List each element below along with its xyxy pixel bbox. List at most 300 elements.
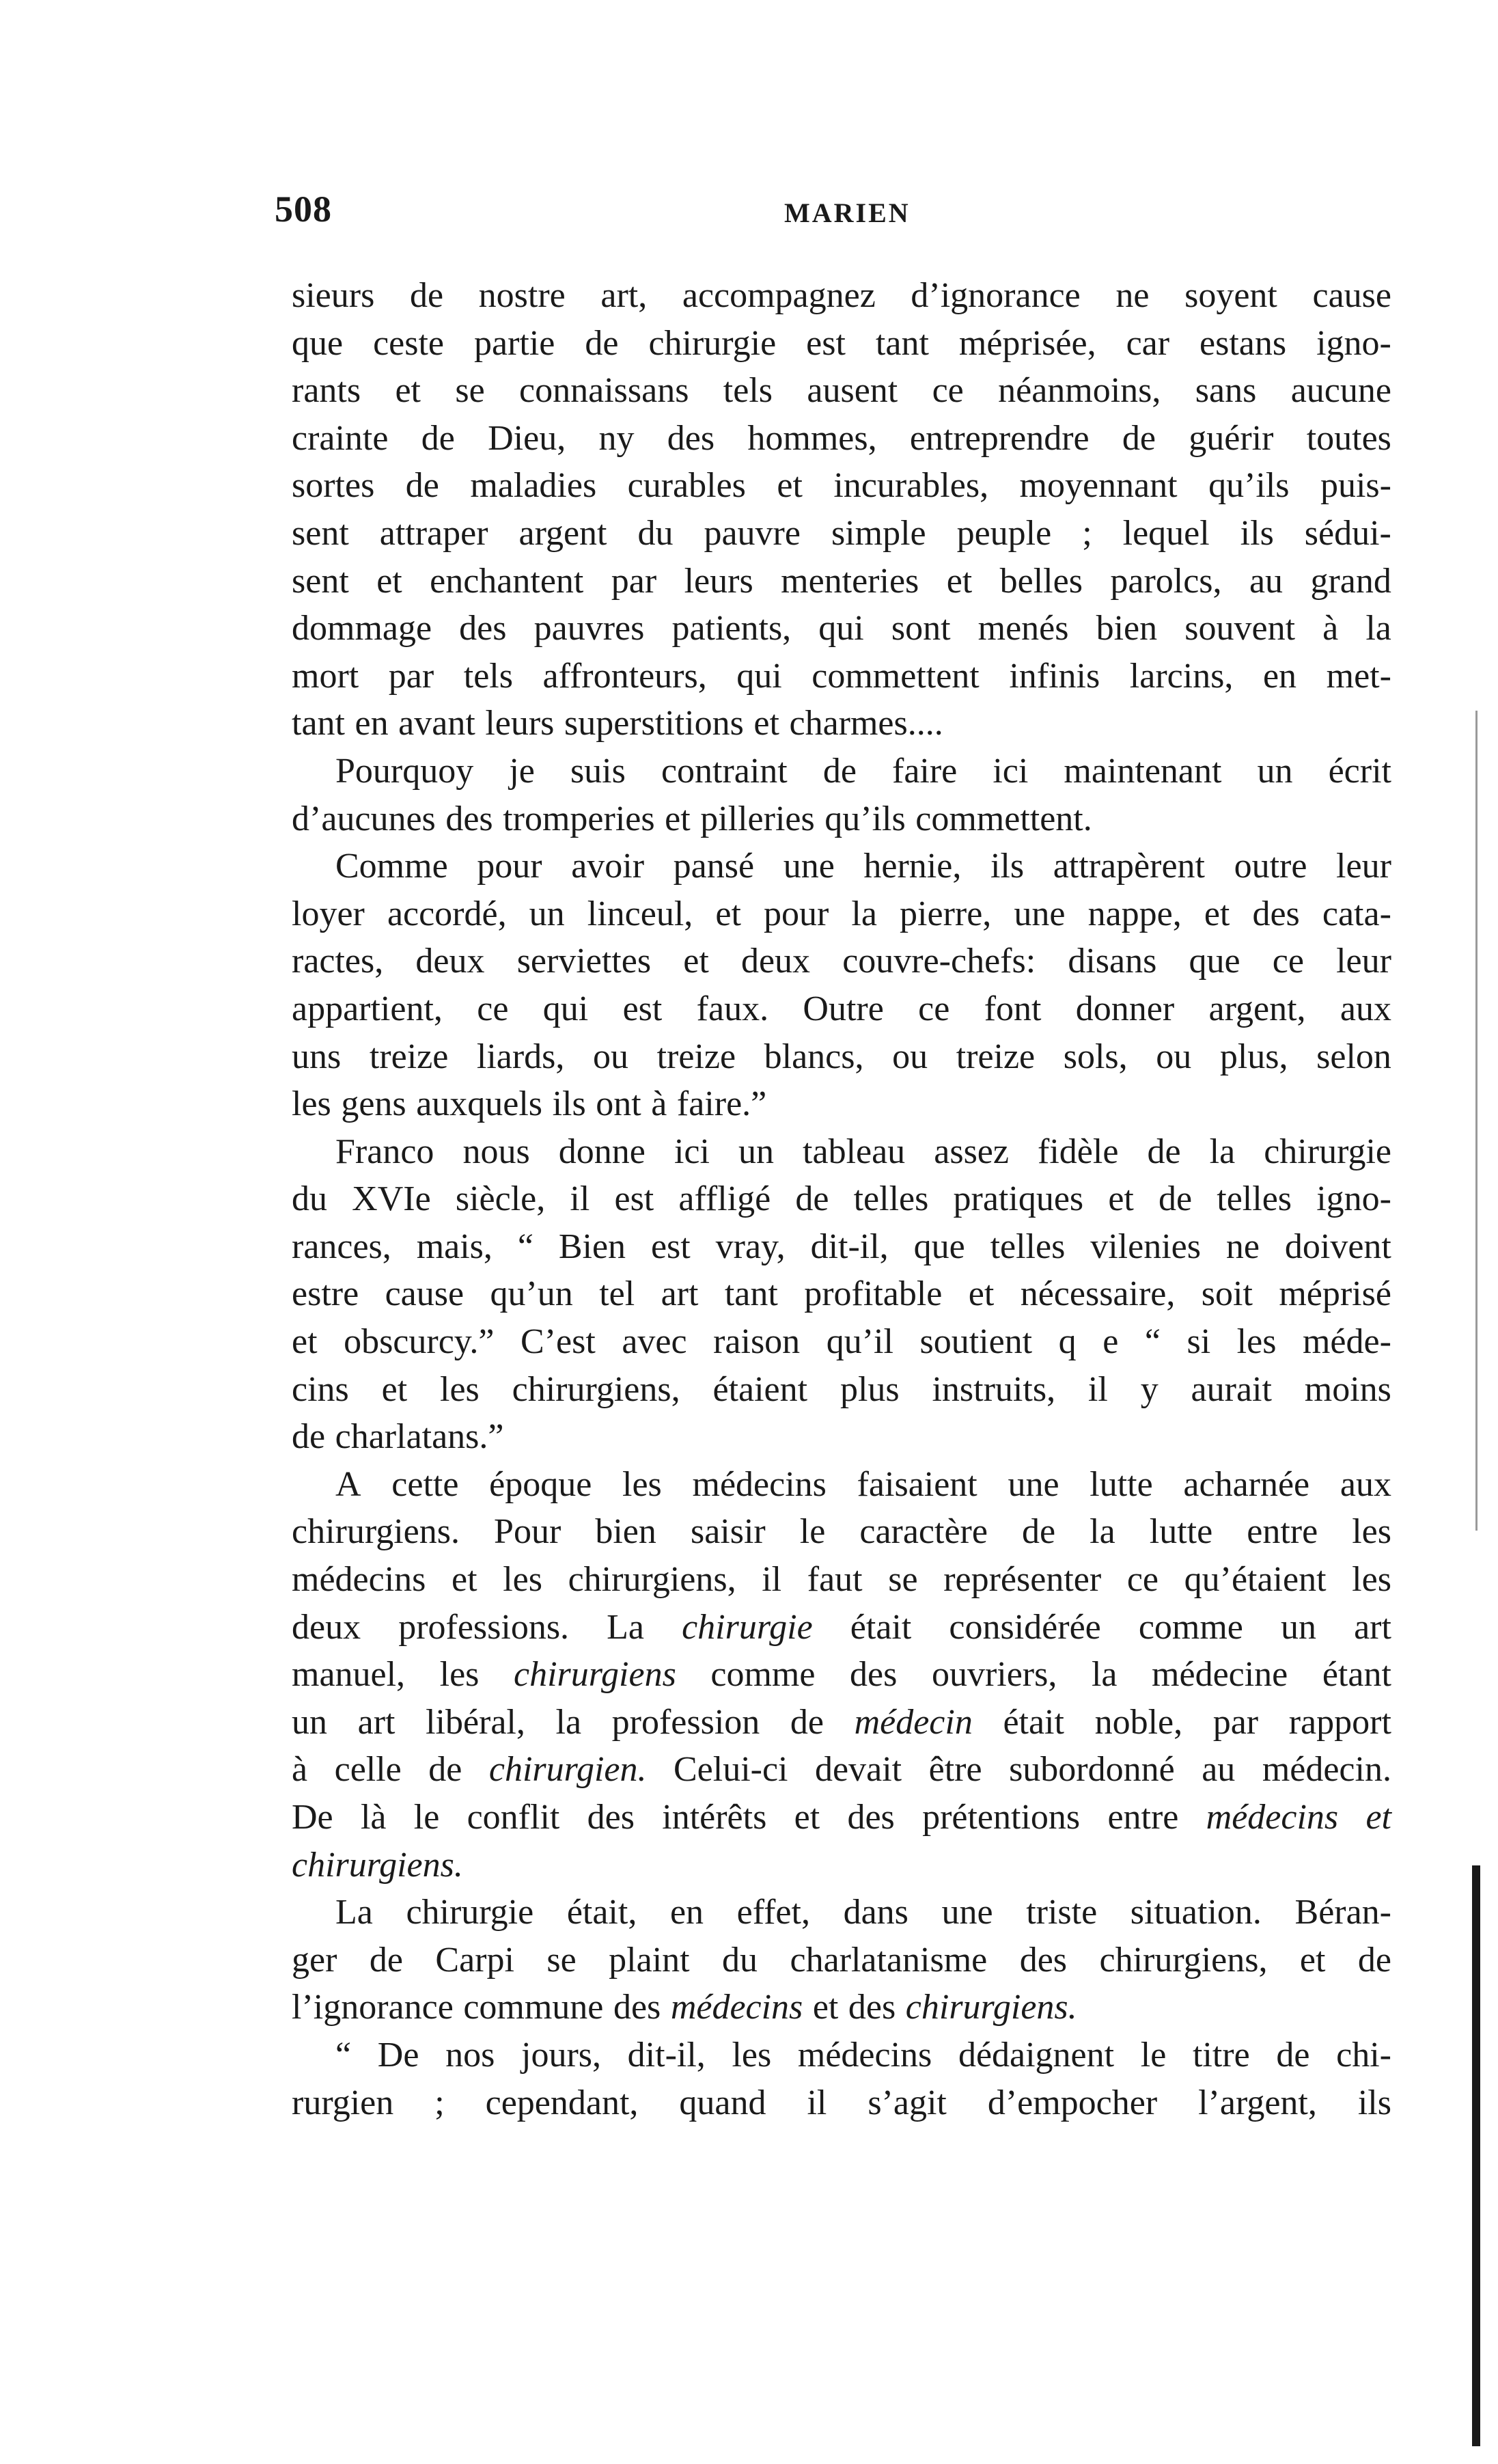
word: une	[1014, 894, 1066, 933]
word: tromperies	[503, 799, 655, 838]
word: charmes....	[789, 704, 943, 743]
word: soutient	[919, 1322, 1033, 1362]
word: treize	[369, 1037, 449, 1076]
word: entreprendre	[909, 418, 1090, 458]
word: leurs	[485, 704, 555, 743]
word: quand	[679, 2083, 766, 2122]
running-head: MARIEN	[784, 197, 911, 228]
word: situation.	[1130, 1893, 1262, 1932]
word: curables	[627, 466, 746, 506]
word: connaissans	[519, 371, 689, 411]
word: vilenies	[1090, 1227, 1201, 1266]
text-line	[292, 1842, 1391, 1889]
word: telles	[1217, 1179, 1292, 1219]
word: ne	[1115, 276, 1150, 315]
word: bien	[1096, 609, 1158, 648]
word: et	[1299, 1940, 1326, 1980]
word: du	[722, 1940, 758, 1980]
word: Béran-	[1294, 1893, 1391, 1932]
word: un	[1280, 1607, 1316, 1647]
word: linceul,	[587, 894, 693, 933]
word: charlatanisme	[790, 1940, 988, 1980]
word: de	[585, 323, 619, 363]
word: médecins	[1206, 1798, 1339, 1837]
word: menés	[977, 609, 1069, 648]
word: les	[622, 1464, 662, 1504]
word: sols,	[1063, 1037, 1128, 1076]
word: nécessaire,	[1020, 1274, 1176, 1314]
text-line	[292, 415, 1391, 463]
word: tel	[599, 1274, 635, 1314]
word: maintenant	[1064, 751, 1222, 791]
word: toutes	[1306, 418, 1391, 458]
word: grand	[1310, 561, 1391, 601]
word: argent	[518, 513, 607, 553]
text-line	[292, 1461, 1391, 1509]
word: leurs	[684, 561, 753, 601]
word: une	[941, 1893, 993, 1932]
word: est	[622, 989, 663, 1028]
word: larcins,	[1129, 656, 1234, 696]
text-line	[292, 1889, 1391, 1936]
text-line	[292, 653, 1391, 700]
word: soyent	[1184, 276, 1277, 315]
word: de	[1159, 1179, 1193, 1219]
word: cette	[391, 1464, 459, 1504]
word: avoir	[571, 847, 645, 886]
word: fidèle	[1038, 1132, 1119, 1171]
text-line	[292, 1604, 1391, 1652]
word: mais,	[416, 1227, 493, 1266]
word: aucune	[1290, 371, 1391, 411]
word: cata-	[1322, 894, 1391, 933]
word: simple	[831, 513, 926, 553]
word: patients,	[671, 609, 792, 648]
word: médecin	[854, 1702, 973, 1742]
word: médecin.	[1262, 1750, 1391, 1790]
word: saisir	[690, 1512, 766, 1552]
word: parolcs,	[1110, 561, 1222, 601]
word: ils	[552, 1084, 586, 1124]
word: que	[1189, 942, 1240, 981]
word: aux	[1340, 989, 1391, 1028]
word: blancs,	[764, 1037, 864, 1076]
word: De	[292, 1798, 333, 1837]
word: ce	[932, 371, 964, 411]
word: méprisé	[1279, 1274, 1391, 1314]
word: ou	[593, 1037, 629, 1076]
word: La	[607, 1607, 644, 1647]
word: étaient	[712, 1369, 808, 1409]
word: chirurgiens.	[292, 1512, 460, 1552]
word: pauvre	[704, 513, 801, 553]
word: rurgien	[292, 2083, 394, 2122]
word: écrit	[1328, 751, 1391, 791]
word: faux.	[696, 989, 769, 1028]
word: treize	[656, 1037, 736, 1076]
text-line	[292, 1033, 1391, 1081]
word: il	[1087, 1369, 1108, 1409]
word: Outre	[803, 989, 884, 1028]
word: du	[637, 513, 674, 553]
word: ouvriers,	[931, 1655, 1057, 1695]
word: incurables,	[833, 466, 989, 506]
word: dédaignent	[958, 2035, 1115, 2075]
word: chirurgiens	[513, 1655, 676, 1695]
word: moins	[1304, 1369, 1391, 1409]
word: Bien	[558, 1227, 626, 1266]
word: charlatans.”	[335, 1417, 504, 1457]
word: ractes,	[292, 942, 384, 981]
text-line	[292, 1413, 1391, 1461]
word: mort	[292, 656, 359, 696]
word: faut	[807, 1560, 863, 1600]
word: des	[848, 1988, 896, 2027]
word: soit	[1201, 1274, 1253, 1314]
word: là	[360, 1798, 387, 1837]
word: représenter	[943, 1560, 1102, 1600]
word: ausent	[807, 371, 898, 411]
text-line	[292, 510, 1391, 558]
word: bien	[595, 1512, 656, 1552]
word: ne	[1225, 1227, 1260, 1266]
word: donne	[558, 1132, 646, 1171]
word: caractère	[859, 1512, 988, 1552]
word: telles	[990, 1227, 1066, 1266]
word: sédui-	[1304, 513, 1391, 553]
word: accompagnez	[682, 276, 876, 315]
word: qui	[736, 656, 782, 696]
word: enchantent	[430, 561, 584, 601]
word: était	[1003, 1702, 1064, 1742]
word: raison	[713, 1322, 801, 1362]
word: Celui-ci	[674, 1750, 788, 1790]
word: Dieu,	[488, 418, 566, 458]
word: d’empocher	[987, 2083, 1158, 2122]
word: la	[1091, 1655, 1118, 1695]
word: serviettes	[516, 942, 652, 981]
word: et	[794, 1798, 820, 1837]
word: y	[1140, 1369, 1159, 1409]
word: ;	[1082, 513, 1092, 553]
word: se	[888, 1560, 918, 1600]
word: des	[847, 1798, 895, 1837]
word: d’aucunes	[292, 799, 436, 838]
word: commettent	[812, 656, 980, 696]
word: des	[445, 799, 493, 838]
word: suis	[570, 751, 626, 791]
word: s’agit	[868, 2083, 947, 2122]
word: si	[1187, 1322, 1211, 1362]
text-line	[292, 937, 1391, 985]
word: Carpi	[435, 1940, 514, 1980]
word: lutte	[1149, 1512, 1213, 1552]
word: lequel	[1122, 513, 1210, 553]
word: pour	[764, 894, 829, 933]
word: noble,	[1094, 1702, 1183, 1742]
word: puis-	[1320, 466, 1391, 506]
word: tant	[875, 323, 929, 363]
word: avant	[398, 704, 475, 743]
word: maladies	[470, 466, 597, 506]
word: une	[783, 847, 835, 886]
word: des	[613, 1988, 661, 2027]
word: pilleries	[700, 799, 815, 838]
word: par	[611, 561, 657, 601]
word: sent	[292, 513, 349, 553]
word: nostre	[478, 276, 566, 315]
word: Franco	[335, 1132, 434, 1171]
text-line	[292, 1746, 1391, 1794]
word: les	[503, 1560, 542, 1600]
word: sont	[891, 609, 951, 648]
word: leur	[1336, 847, 1391, 886]
word: jours,	[521, 2035, 601, 2075]
word: loyer	[292, 894, 365, 933]
word: en	[669, 1893, 704, 1932]
word: sans	[1195, 371, 1257, 411]
text-line	[292, 985, 1391, 1033]
word: ou	[892, 1037, 928, 1076]
word: et	[753, 704, 779, 743]
word: menteries	[781, 561, 919, 601]
word: conflit	[467, 1798, 560, 1837]
word: rants	[292, 371, 361, 411]
word: pour	[477, 847, 542, 886]
word: ceste	[373, 323, 445, 363]
word: acharnée	[1183, 1464, 1310, 1504]
word: Pourquoy	[335, 751, 474, 791]
word: entre	[1247, 1512, 1318, 1552]
word: tant	[292, 704, 345, 743]
word: l’ignorance	[292, 1988, 454, 2027]
page-edge-shadow	[1475, 711, 1478, 1531]
word: ce	[1126, 1560, 1159, 1600]
text-line	[292, 795, 1391, 843]
text-line	[292, 1699, 1391, 1747]
word: et	[665, 799, 691, 838]
word: lutte	[1090, 1464, 1153, 1504]
word: tels	[463, 656, 513, 696]
word: pauvres	[533, 609, 645, 648]
word: chirurgie	[406, 1893, 534, 1932]
text-line	[292, 558, 1391, 605]
word: les	[292, 1084, 331, 1124]
word: liards,	[476, 1037, 565, 1076]
word: et	[777, 466, 803, 506]
text-line	[292, 2031, 1391, 2079]
text-line	[292, 1080, 1391, 1128]
word: dit-il,	[627, 2035, 706, 2075]
word: comme	[710, 1655, 816, 1695]
word: de	[795, 1179, 829, 1219]
word: qu’ils	[1208, 466, 1290, 506]
word: et	[452, 1560, 477, 1600]
word: est	[614, 1179, 654, 1219]
word: la	[1209, 1132, 1236, 1171]
word: “	[517, 1227, 533, 1266]
word: à	[292, 1750, 308, 1790]
word: attraper	[379, 513, 488, 553]
word: d’ignorance	[911, 276, 1081, 315]
word: subordonné	[1009, 1750, 1175, 1790]
word: commune	[463, 1988, 604, 2027]
word: guérir	[1189, 418, 1274, 458]
word: des	[587, 1798, 635, 1837]
word: infinis	[1009, 656, 1100, 696]
word: au	[1249, 561, 1284, 601]
word: prétentions	[922, 1798, 1081, 1837]
word: et	[395, 371, 421, 411]
word: était	[850, 1607, 912, 1647]
word: sortes	[292, 466, 375, 506]
word: ny	[598, 418, 635, 458]
word: A	[335, 1464, 361, 1504]
word: que	[913, 1227, 965, 1266]
word: manuel,	[292, 1655, 406, 1695]
word: Comme	[335, 847, 448, 886]
word: se	[546, 1940, 577, 1980]
text-line	[292, 1984, 1391, 2031]
word: gens	[341, 1084, 406, 1124]
text-line	[292, 272, 1391, 320]
word: faisaient	[857, 1464, 977, 1504]
word: estre	[292, 1274, 359, 1314]
word: il	[807, 2083, 827, 2122]
word: chirurgiens,	[568, 1560, 736, 1600]
word: pierre,	[900, 894, 992, 933]
word: de	[428, 1750, 462, 1790]
word: plus,	[1219, 1037, 1288, 1076]
word: de	[1357, 1940, 1391, 1980]
word: nos	[445, 2035, 495, 2075]
word: être	[928, 1750, 982, 1790]
word: celle	[334, 1750, 402, 1790]
word: faire.”	[676, 1084, 767, 1124]
text-line	[292, 1508, 1391, 1556]
word: qui	[542, 989, 589, 1028]
word: se	[455, 371, 485, 411]
body-text	[292, 272, 1391, 2126]
text-line	[292, 1556, 1391, 1604]
text-line	[292, 1366, 1391, 1414]
word: qui	[818, 609, 864, 648]
word: nous	[462, 1132, 530, 1171]
word: des	[459, 609, 507, 648]
word: “	[335, 2035, 352, 2075]
word: argent,	[1208, 989, 1306, 1028]
word: de	[790, 1702, 824, 1742]
word: treize	[956, 1037, 1036, 1076]
text-line	[292, 462, 1391, 510]
word: tels	[723, 371, 773, 411]
text-line	[292, 700, 1391, 748]
word: La	[335, 1893, 373, 1932]
word: intérêts	[662, 1798, 767, 1837]
word: méde-	[1302, 1322, 1391, 1362]
word: disans	[1068, 942, 1157, 981]
word: contraint	[661, 751, 788, 791]
word: sieurs	[292, 276, 375, 315]
word: igno-	[1316, 1179, 1391, 1219]
word: le	[799, 1512, 826, 1552]
word: ce	[477, 989, 509, 1028]
text-line	[292, 1270, 1391, 1318]
word: un	[529, 894, 565, 933]
word: de	[1122, 418, 1156, 458]
word: art	[1354, 1607, 1391, 1647]
word: en	[1262, 656, 1297, 696]
word: leur	[1336, 942, 1391, 981]
word: art,	[600, 276, 648, 315]
word: belles	[999, 561, 1083, 601]
word: les	[439, 1655, 480, 1695]
page-edge-mark	[1472, 1865, 1480, 2446]
word: de	[292, 1417, 326, 1457]
word: vray,	[715, 1227, 786, 1266]
word: cins	[292, 1369, 349, 1409]
word: des	[1252, 894, 1300, 933]
word: couvre-chefs:	[842, 942, 1036, 981]
word: donner	[1075, 989, 1175, 1028]
word: méprisée,	[958, 323, 1096, 363]
word: cause	[1312, 276, 1391, 315]
word: du	[292, 1179, 327, 1219]
word: ger	[292, 1940, 337, 1980]
word: la	[851, 894, 877, 933]
word: e	[1102, 1322, 1119, 1362]
text-line	[292, 367, 1391, 415]
word: professions.	[398, 1607, 570, 1647]
word: cause	[385, 1274, 464, 1314]
word: dommage	[292, 609, 432, 648]
word: et	[1204, 894, 1230, 933]
word: néanmoins,	[998, 371, 1161, 411]
word: appartient,	[292, 989, 443, 1028]
word: il	[570, 1179, 590, 1219]
word: le	[1140, 2035, 1167, 2075]
word: car	[1126, 323, 1170, 363]
word: estans	[1199, 323, 1287, 363]
text-line	[292, 1936, 1391, 1984]
word: médecins	[797, 2035, 932, 2075]
word: de	[421, 418, 455, 458]
word: C’est	[521, 1322, 596, 1362]
word: affronteurs,	[542, 656, 707, 696]
word: deux	[415, 942, 485, 981]
word: nappe,	[1087, 894, 1182, 933]
word: de	[369, 1940, 403, 1980]
word: de	[409, 276, 444, 315]
word: au	[1202, 1750, 1236, 1790]
text-line	[292, 1128, 1391, 1176]
word: ils	[1240, 513, 1274, 553]
word: et	[1365, 1798, 1391, 1837]
word: affligé	[678, 1179, 771, 1219]
word: rances,	[292, 1227, 391, 1266]
word: profitable	[804, 1274, 943, 1314]
word: tableau	[803, 1132, 906, 1171]
word: en	[355, 704, 389, 743]
word: profession	[611, 1702, 760, 1742]
word: qu’un	[490, 1274, 573, 1314]
word: assez	[934, 1132, 1009, 1171]
word: sent	[292, 561, 349, 601]
word: à	[1322, 609, 1339, 648]
word: devait	[815, 1750, 902, 1790]
text-line	[292, 1794, 1391, 1842]
word: un	[1257, 751, 1293, 791]
